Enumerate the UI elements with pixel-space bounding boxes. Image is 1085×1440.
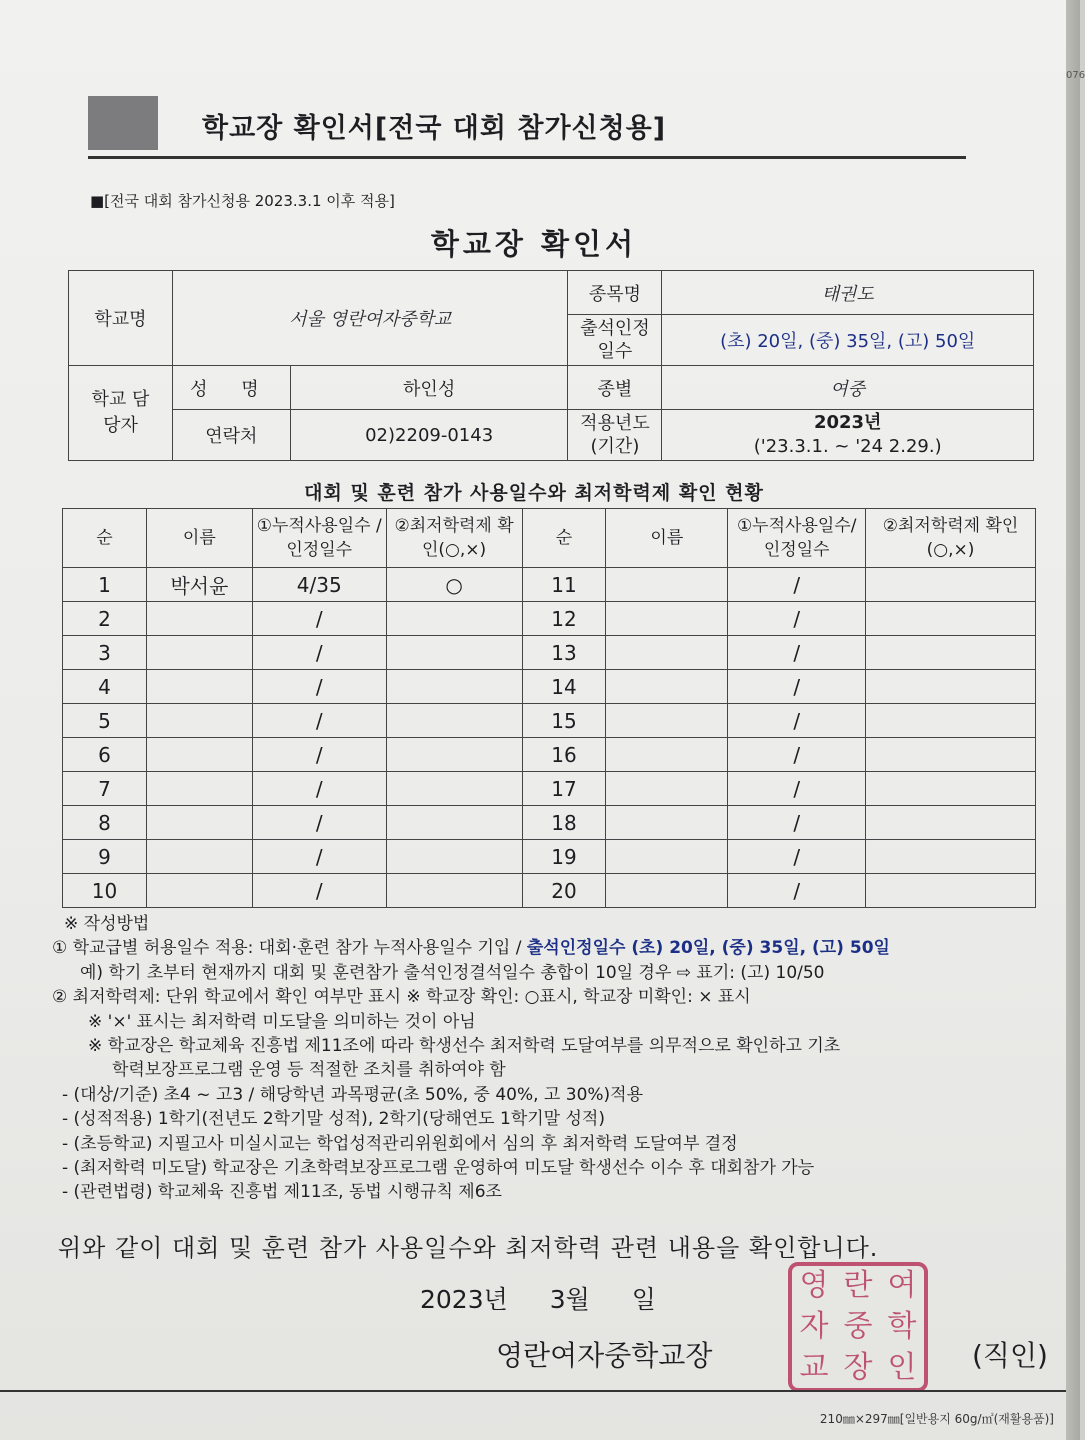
principal-name: 영란여자중학교장 <box>496 1339 713 1372</box>
record-no2: 15 <box>522 704 606 738</box>
record-name <box>146 806 252 840</box>
edge-number: 076 <box>1066 70 1085 81</box>
contact-label: 연락처 <box>172 410 290 461</box>
note-line-2: 예) 학기 초부터 현재까지 대회 및 훈련참가 출석인정결석일수 총합이 10일 경우 ⇨ 표기: (고) 10/50 <box>80 962 825 983</box>
table-row <box>63 568 1036 602</box>
year-label: 적용년도 (기간) <box>568 410 662 461</box>
record-days: / <box>252 670 386 704</box>
record-check2 <box>866 840 1036 874</box>
record-days2: / <box>728 636 866 670</box>
note-line-3: ② 최저학력제: 단위 학교에서 확인 여부만 표시 ※ 학교장 확인: ○표시, 학교장 미확인: × 표시 <box>52 987 751 1008</box>
seal-char: 여 <box>887 1268 917 1304</box>
info-table <box>68 270 1034 461</box>
name-label: 성 명 <box>172 366 290 410</box>
seal-char: 인 <box>887 1349 917 1385</box>
notes-heading: ※ 작성방법 <box>64 914 150 934</box>
record-no: 4 <box>63 670 147 704</box>
note-line-1 <box>52 936 1052 960</box>
record-days2: / <box>728 738 866 772</box>
table-row <box>63 874 1036 908</box>
records-table <box>62 508 1036 908</box>
header-name: 이름 <box>146 509 252 568</box>
record-name2 <box>606 772 728 806</box>
record-check2 <box>866 772 1036 806</box>
table-row <box>63 704 1036 738</box>
record-check <box>386 738 522 772</box>
record-check <box>386 602 522 636</box>
note-line-5: ※ 학교장은 학교체육 진흥법 제11조에 따라 학생선수 최저학력 도달여부를 의무적으로 확인하고 기초 <box>88 1036 841 1057</box>
header-check-right: ②최저학력제 확인(○,×) <box>866 509 1036 568</box>
section-title: 대회 및 훈련 참가 사용일수와 최저학력제 확인 현황 <box>304 482 764 504</box>
records-header-row <box>63 509 1036 568</box>
record-days2: / <box>728 602 866 636</box>
note-line-7: - (대상/기준) 초4 ~ 고3 / 해당학년 과목평균(초 50%, 중 40%, 고 30%)적용 <box>62 1084 644 1105</box>
record-check <box>386 840 522 874</box>
record-no: 5 <box>63 704 147 738</box>
record-name2 <box>606 806 728 840</box>
record-no2: 17 <box>522 772 606 806</box>
header-title: 학교장 확인서[전국 대회 참가신청용] <box>202 113 667 144</box>
note-line-8: - (성적적용) 1학기(전년도 2학기말 성적), 2학기(당해연도 1학기말 성적) <box>62 1109 605 1130</box>
record-days: / <box>252 602 386 636</box>
record-days: / <box>252 806 386 840</box>
table-row <box>63 602 1036 636</box>
note-line-4: ※ '×' 표시는 최저학력 미도달을 의미하는 것이 아님 <box>88 1011 476 1032</box>
header-no-right: 순 <box>522 509 606 568</box>
confirm-statement: 위와 같이 대회 및 훈련 참가 사용일수와 최저학력 관련 내용을 확인합니다. <box>58 1234 879 1262</box>
sport-value: 태권도 <box>662 271 1034 315</box>
note-line-6: 학력보장프로그램 운영 등 적절한 조치를 취하여야 함 <box>112 1060 506 1081</box>
record-check2 <box>866 704 1036 738</box>
record-name <box>146 636 252 670</box>
seal-char: 교 <box>799 1349 829 1385</box>
record-check <box>386 806 522 840</box>
contact-value: 02)2209-0143 <box>290 410 568 461</box>
record-check <box>386 704 522 738</box>
main-title: 학교장 확인서 <box>430 227 638 261</box>
record-no2: 16 <box>522 738 606 772</box>
record-name <box>146 738 252 772</box>
record-check <box>386 874 522 908</box>
record-check: ○ <box>386 568 522 602</box>
manager-label: 학교 담당자 <box>69 366 173 461</box>
table-row <box>63 806 1036 840</box>
year-cell <box>662 410 1034 461</box>
category-value: 여중 <box>662 366 1034 410</box>
record-name2 <box>606 568 728 602</box>
record-name: 박서윤 <box>146 568 252 602</box>
note-line-1b: 출석인정일수 (초) 20일, (중) 35일, (고) 50일 <box>526 938 890 959</box>
record-no2: 19 <box>522 840 606 874</box>
header-name-right: 이름 <box>606 509 728 568</box>
seal-label: (직인) <box>972 1339 1048 1372</box>
record-days: / <box>252 840 386 874</box>
record-name <box>146 602 252 636</box>
record-no: 2 <box>63 602 147 636</box>
record-days: / <box>252 636 386 670</box>
header-divider <box>88 156 966 159</box>
record-days2: / <box>728 670 866 704</box>
record-name <box>146 704 252 738</box>
header-days-right: ①누적사용일수/ 인정일수 <box>728 509 866 568</box>
table-row <box>63 840 1036 874</box>
school-value: 서울 영란여자중학교 <box>172 271 568 366</box>
seal-char: 영 <box>799 1268 829 1304</box>
record-days: / <box>252 738 386 772</box>
name-value: 하인성 <box>290 366 568 410</box>
record-name2 <box>606 840 728 874</box>
record-no2: 12 <box>522 602 606 636</box>
record-name2 <box>606 636 728 670</box>
record-name <box>146 840 252 874</box>
record-name2 <box>606 602 728 636</box>
year-value: 2023년 <box>813 412 882 433</box>
record-name2 <box>606 738 728 772</box>
seal-char: 장 <box>843 1349 873 1385</box>
record-no: 7 <box>63 772 147 806</box>
record-no2: 11 <box>522 568 606 602</box>
record-days2: / <box>728 704 866 738</box>
attend-label: 출석인정 일수 <box>568 315 662 366</box>
seal-char: 자 <box>799 1308 829 1344</box>
header-check: ②최저학력제 확인(○,×) <box>386 509 522 568</box>
record-check2 <box>866 568 1036 602</box>
header-gray-block <box>88 96 158 150</box>
sport-label: 종목명 <box>568 271 662 315</box>
header-days: ①누적사용일수 /인정일수 <box>252 509 386 568</box>
attend-value: (초) 20일, (중) 35일, (고) 50일 <box>662 315 1034 366</box>
record-no: 10 <box>63 874 147 908</box>
record-no2: 18 <box>522 806 606 840</box>
record-days2: / <box>728 772 866 806</box>
record-days2: / <box>728 840 866 874</box>
record-days2: / <box>728 874 866 908</box>
record-no: 8 <box>63 806 147 840</box>
date: 2023년 3월 일 <box>420 1285 656 1314</box>
header-no: 순 <box>63 509 147 568</box>
table-row <box>63 670 1036 704</box>
school-label: 학교명 <box>69 271 173 366</box>
record-check2 <box>866 874 1036 908</box>
record-name <box>146 874 252 908</box>
record-name2 <box>606 874 728 908</box>
record-check2 <box>866 806 1036 840</box>
record-check <box>386 772 522 806</box>
seal-char: 란 <box>843 1268 873 1304</box>
record-no2: 14 <box>522 670 606 704</box>
note-line-11: - (관련법령) 학교체육 진흥법 제11조, 동법 시행규칙 제6조 <box>62 1182 502 1203</box>
record-name2 <box>606 704 728 738</box>
seal-char: 중 <box>843 1308 873 1344</box>
subnote: ■[전국 대회 참가신청용 2023.3.1 이후 적용] <box>90 192 395 210</box>
record-days: / <box>252 772 386 806</box>
note-line-1a: ① 학교급별 허용일수 적용: 대회·훈련 참가 누적사용일수 기입 / <box>52 938 527 959</box>
note-line-10: - (최저학력 미도달) 학교장은 기초학력보장프로그램 운영하여 미도달 학생선수 이수 후 대회참가 가능 <box>62 1158 815 1179</box>
record-days2: / <box>728 568 866 602</box>
record-no2: 13 <box>522 636 606 670</box>
paper-spec-footer: 210㎜×297㎜[일반용지 60g/㎡(재활용품)] <box>819 1412 1054 1426</box>
record-check2 <box>866 602 1036 636</box>
record-name <box>146 772 252 806</box>
table-row <box>63 738 1036 772</box>
record-no2: 20 <box>522 874 606 908</box>
record-days2: / <box>728 806 866 840</box>
record-check <box>386 636 522 670</box>
year-period: ('23.3.1. ~ '24 2.29.) <box>753 436 942 457</box>
category-label: 종별 <box>568 366 662 410</box>
record-no: 1 <box>63 568 147 602</box>
official-seal-icon <box>788 1262 928 1392</box>
bottom-divider <box>0 1390 1068 1392</box>
table-row <box>63 772 1036 806</box>
record-no: 9 <box>63 840 147 874</box>
record-check <box>386 670 522 704</box>
record-no: 6 <box>63 738 147 772</box>
note-line-9: - (초등학교) 지필고사 미실시교는 학업성적관리위원회에서 심의 후 최저학력 도달여부 결정 <box>62 1133 738 1154</box>
record-name <box>146 670 252 704</box>
table-row <box>63 636 1036 670</box>
record-days: 4/35 <box>252 568 386 602</box>
notes <box>52 912 1052 1205</box>
seal-char: 학 <box>887 1308 917 1344</box>
record-check2 <box>866 670 1036 704</box>
record-name2 <box>606 670 728 704</box>
record-check2 <box>866 738 1036 772</box>
record-days: / <box>252 874 386 908</box>
record-check2 <box>866 636 1036 670</box>
record-no: 3 <box>63 636 147 670</box>
record-days: / <box>252 704 386 738</box>
desk-edge <box>1066 0 1085 1440</box>
